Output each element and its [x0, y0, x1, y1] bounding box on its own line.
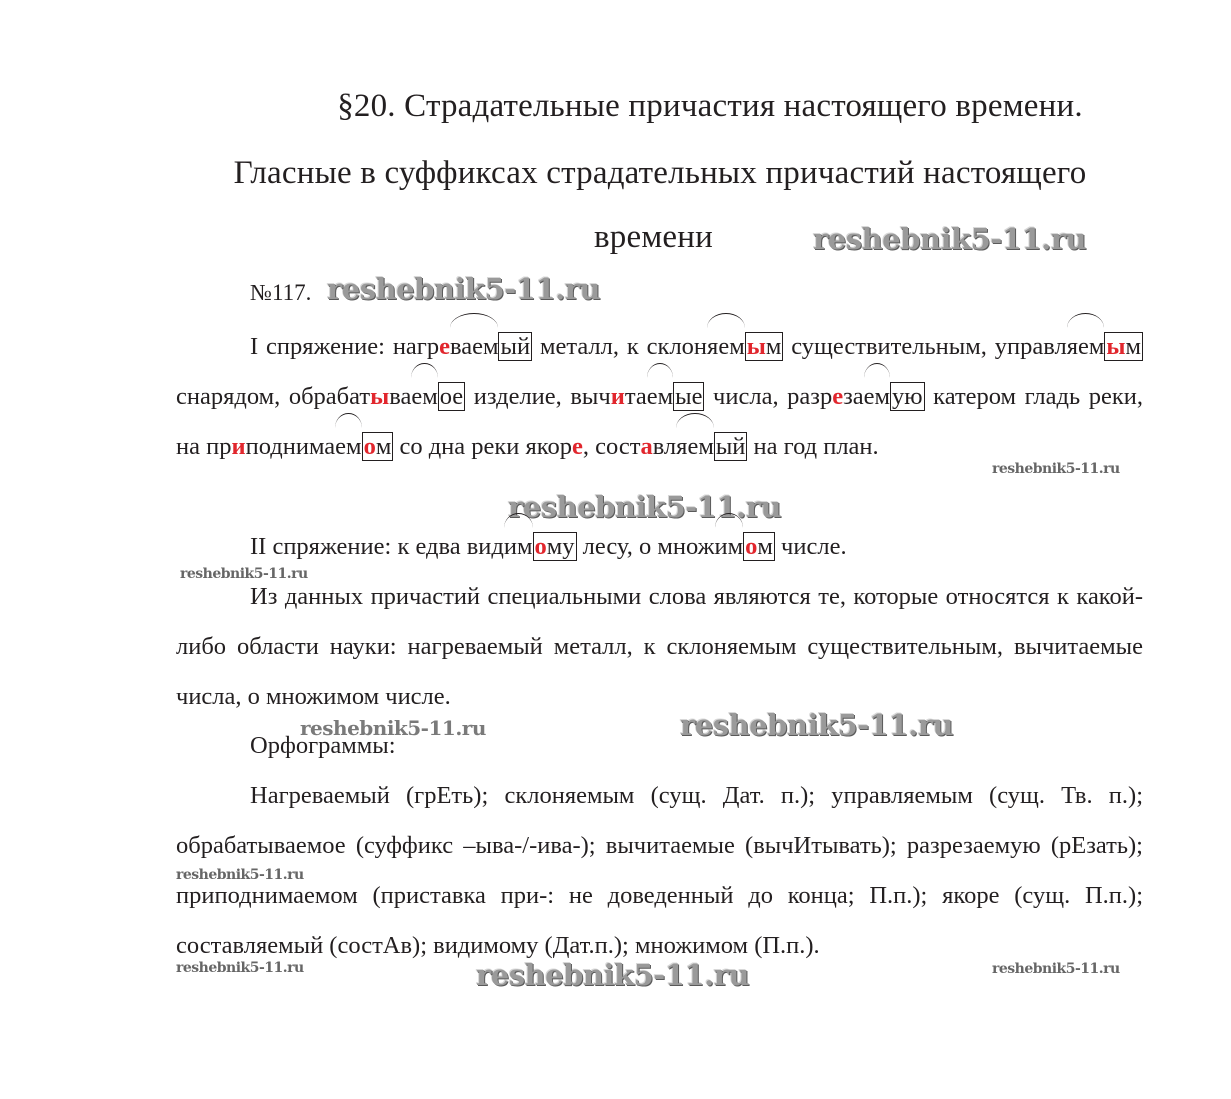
ending-text: м — [765, 333, 782, 360]
highlighted-vowel: е — [832, 383, 844, 410]
ending-box — [745, 332, 784, 361]
watermark-logo: reshebnik5-11.ru — [300, 716, 486, 740]
text: та — [624, 383, 647, 410]
highlighted-vowel: ы — [1106, 333, 1126, 360]
text: ва — [389, 383, 412, 410]
highlighted-vowel: о — [363, 433, 376, 460]
text: числе. — [774, 533, 847, 560]
watermark-logo: reshebnik5-11.ru — [992, 961, 1120, 977]
paragraph-special-words — [176, 572, 1143, 722]
ending-text: м — [757, 533, 773, 560]
highlighted-vowel: о — [534, 533, 547, 560]
suffix-arc: яем — [707, 322, 745, 372]
paragraph-second-conjugation — [176, 522, 1143, 572]
text: на год план. — [747, 433, 879, 460]
ending-box — [743, 532, 775, 561]
watermark-logo: reshebnik5-11.ru — [813, 222, 1087, 256]
suffix-arc: яем — [676, 422, 714, 472]
section-subtitle-end — [594, 217, 713, 257]
exercise-number: №117. — [250, 280, 312, 305]
ending-box: ую — [892, 383, 923, 410]
text: вл — [652, 433, 677, 460]
highlighted-vowel: и — [610, 383, 625, 410]
highlighted-vowel: о — [745, 533, 758, 560]
watermark-logo: reshebnik5-11.ru — [680, 708, 954, 742]
ending-text: му — [546, 533, 575, 560]
paragraph-orthograms — [176, 771, 1143, 971]
watermark-logo: reshebnik5-11.ru — [476, 958, 750, 992]
section-title: §20. Страдательные причастия настоящего времени. — [337, 88, 1083, 124]
text: изделие, выч — [465, 383, 611, 410]
suffix-arc: ваем — [450, 322, 499, 372]
text: существительным, управл — [783, 333, 1067, 360]
suffix-arc: им — [715, 522, 744, 572]
text: I спряжение: нагр — [250, 333, 440, 360]
suffix-arc: ем — [647, 372, 673, 422]
highlighted-vowel: е — [571, 433, 583, 460]
suffix-arc: ем — [411, 372, 437, 422]
suffix-arc: ем — [335, 422, 361, 472]
paragraph-first-conjugation — [176, 322, 1143, 472]
suffix-arc: яем — [1067, 322, 1105, 372]
text: поднима — [245, 433, 336, 460]
highlighted-vowel: ы — [746, 333, 766, 360]
watermark-logo: reshebnik5-11.ru — [327, 272, 601, 306]
ending-box — [362, 432, 394, 461]
background-watermark-ghost — [160, 215, 191, 320]
suffix-arc: ем — [864, 372, 890, 422]
ending-box: ое — [439, 383, 464, 410]
watermark-logo: reshebnik5-11.ru — [176, 867, 304, 883]
ending-box: ые — [675, 383, 703, 410]
ending-box — [533, 532, 577, 561]
text: снарядом, обрабат — [176, 383, 371, 410]
ending-text: м — [1125, 333, 1141, 360]
watermark-logo: reshebnik5-11.ru — [180, 566, 308, 582]
text: со дна реки якор — [393, 433, 572, 460]
text: числа, разр — [704, 383, 833, 410]
highlighted-vowel: и — [231, 433, 246, 460]
ending-box: ый — [500, 333, 531, 360]
text: II спряжение: к едва вид — [250, 533, 504, 560]
ending-box: ый — [715, 433, 746, 460]
highlighted-vowel: а — [640, 433, 653, 460]
text: Орфограммы: — [250, 732, 396, 759]
text: лесу, о множ — [576, 533, 715, 560]
watermark-logo: reshebnik5-11.ru — [508, 490, 782, 524]
section-subtitle: Гласные в суффиксах страдательных причастий настоящего — [233, 155, 1087, 191]
highlighted-vowel: е — [439, 333, 450, 360]
suffix-arc: им — [504, 522, 533, 572]
watermark-logo: reshebnik5-11.ru — [992, 461, 1120, 477]
subtitle-word: времени — [594, 219, 713, 255]
watermark-logo: reshebnik5-11.ru — [176, 960, 304, 976]
ending-text: м — [375, 433, 392, 460]
text: металл, к склон — [532, 333, 708, 360]
text: , сост — [582, 433, 641, 460]
ending-box — [1104, 332, 1143, 361]
text: катером гладь реки, на пр — [176, 383, 1144, 460]
text: за — [843, 383, 864, 410]
text: Из данных причастий специальными слова являются те, которые относятся к какой-либо области науки: нагреваемый металл, к склоняемым существительным, вычитаемые числа, о множимом числе. — [176, 583, 1143, 710]
highlighted-vowel: ы — [370, 383, 390, 410]
text: Нагреваемый (грЕть); склоняемым (сущ. Дат. п.); управляемым (сущ. Тв. п.); обрабатываемое (суффикс –ыва-/-ива-); вычитаемые (вычИтывать); разрезаемую (рЕзать); приподнимаемом (приставка при-: не доведенный до конца; П.п.); якоре (сущ. П.п.); составляемый (состАв); видимому (Дат.п.); множимом (П.п.). — [176, 782, 1143, 959]
orthograms-heading — [176, 721, 1143, 771]
